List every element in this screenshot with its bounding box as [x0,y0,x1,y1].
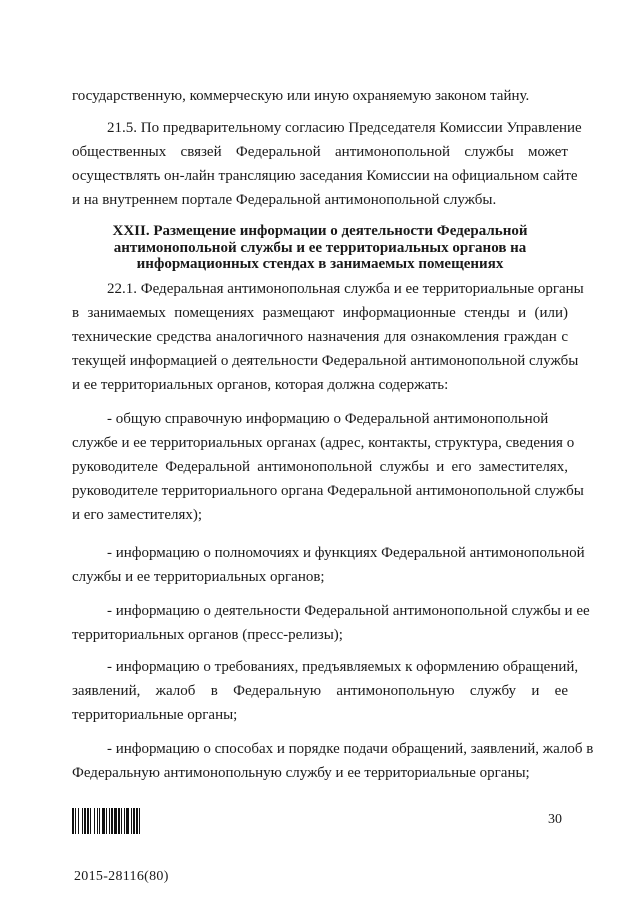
barcode-bar [136,808,138,834]
list-item-line: территориальные органы; [72,707,238,723]
list-item-line: территориальных органов (пресс-релизы); [72,627,343,643]
barcode-bar [84,808,86,834]
list-item-line: - информацию о полномочиях и функциях Федеральной антимонопольной [107,545,585,561]
barcode-bar [75,808,76,834]
list-item-line: руководителе Федеральной антимонопольной службы и его заместителях, [72,459,568,475]
barcode-bar [114,808,117,834]
barcode-bar [139,808,140,834]
list-item-line: заявлений, жалоб в Федеральную антимонопольную службу и ее [72,683,568,699]
barcode-bar [111,808,113,834]
list-item-line: Федеральную антимонопольную службу и ее территориальные органы; [72,765,530,781]
barcode-bar [124,808,125,834]
text-line: 21.5. По предварительному согласию Председателя Комиссии Управление [107,120,582,136]
list-item-line: руководителе территориального органа Федеральной антимонопольной службы [72,483,584,499]
text-line: текущей информацией о деятельности Федеральной антимонопольной службы [72,353,579,369]
barcode-bar [109,808,110,834]
text-line: технические средства аналогичного назначения для ознакомления граждан с [72,329,568,345]
list-item-line: и его заместителях); [72,507,203,523]
barcode-bar [102,808,105,834]
barcode-bar [78,808,79,834]
list-item-line: службы и ее территориальных органов; [72,569,325,585]
section-heading: антимонопольной службы и ее территориальных органов на [113,240,527,256]
page-number: 30 [548,812,562,827]
barcode-bar [94,808,95,834]
barcode-bar [106,808,107,834]
section-heading: XXII. Размещение информации о деятельности Федеральной [112,223,528,239]
barcode-bar [99,808,100,834]
barcode-bar [87,808,89,834]
text-line: и ее территориальных органов, которая должна содержать: [72,377,449,393]
list-item-line: - информацию о требованиях, предъявляемых к оформлению обращений, [107,659,579,675]
document-number: 2015-28116(80) [74,869,169,884]
text-line: в занимаемых помещениях размещают информационные стенды и (или) [72,305,568,321]
list-item-line: - общую справочную информацию о Федеральной антимонопольной [107,411,549,427]
section-heading: информационных стендах в занимаемых помещениях [136,256,504,272]
barcode-bar [72,808,74,834]
barcode-bar [118,808,120,834]
text-line: и на внутреннем портале Федеральной антимонопольной службы. [72,192,497,208]
barcode-bar [131,808,132,834]
barcode-bar [121,808,122,834]
list-item-line: службе и ее территориальных органах (адрес, контакты, структура, сведения о [72,435,575,451]
text-line: государственную, коммерческую или иную охраняемую законом тайну. [72,88,530,104]
barcode-bar [90,808,91,834]
list-item-line: - информацию о деятельности Федеральной антимонопольной службы и ее [107,603,590,619]
barcode-bar [133,808,135,834]
text-line: осуществлять он-лайн трансляцию заседания Комиссии на официальном сайте [72,168,578,184]
barcode-graphic [72,808,170,834]
text-line: общественных связей Федеральной антимонопольной службы может [72,144,568,160]
text-line: 22.1. Федеральная антимонопольная служба и ее территориальные органы [107,281,584,297]
barcode-bar [97,808,98,834]
list-item-line: - информацию о способах и порядке подачи обращений, заявлений, жалоб в [107,741,594,757]
barcode-bar [126,808,129,834]
barcode-bar [82,808,83,834]
